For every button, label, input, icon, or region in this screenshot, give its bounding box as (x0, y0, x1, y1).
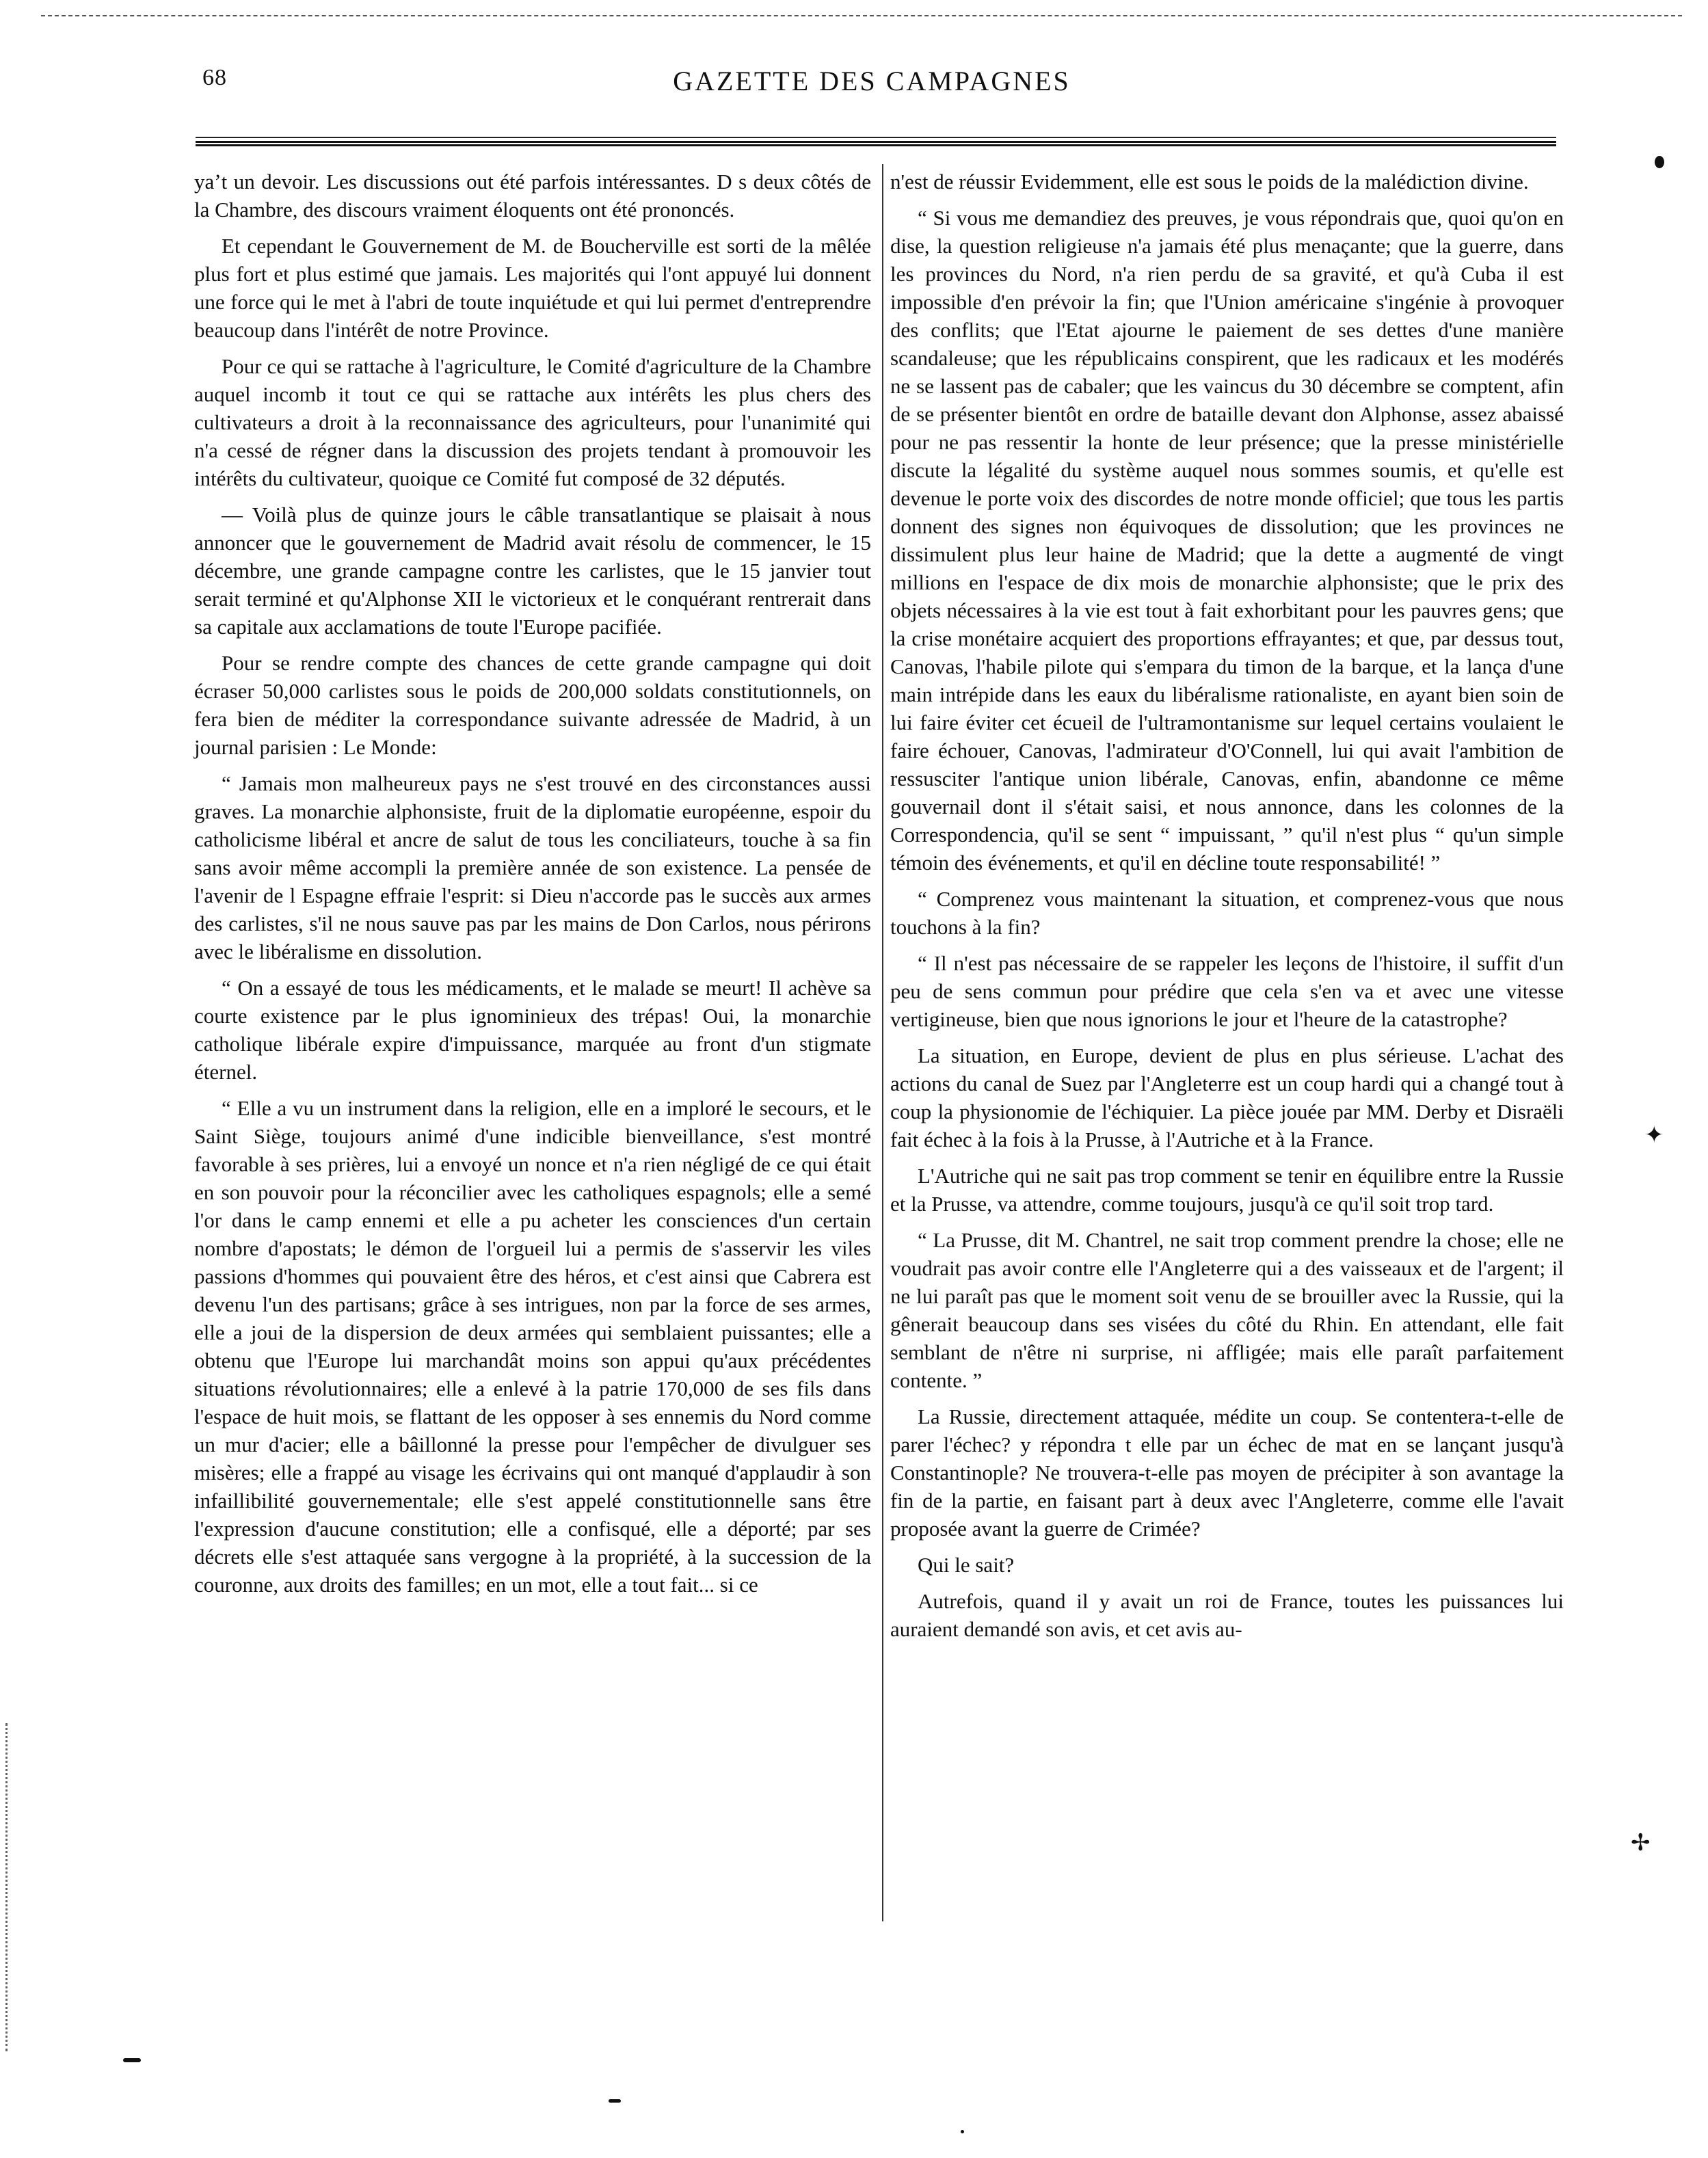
scan-speck (609, 2099, 621, 2103)
column-divider (882, 164, 883, 1921)
paragraph: Pour se rendre compte des chances de cette grande campagne qui doit écraser 50,000 carlistes sous le poids de 200,000 soldats constitutionnels, on fera bien de méditer la correspondance suivante adressée de Madrid, à un journal parisien : Le Monde: (194, 651, 871, 759)
scan-mark: ✦ (1644, 1123, 1664, 1148)
paragraph: “ Il n'est pas nécessaire de se rappeler les leçons de l'histoire, il suffit d'un peu de sens commun pour prédire que cela s'en va et avec une vitesse vertigineuse, bien que nous ignorions le jour et l'heure de la catastrophe? (890, 951, 1564, 1031)
paragraph: “ La Prusse, dit M. Chantrel, ne sait trop comment prendre la chose; elle ne voudrait pas avoir contre elle l'Angleterre qui a des vaisseaux et de l'argent; il ne lui paraît pas que le moment soit venu de se brouiller avec la Russie, qui la gênerait beaucoup dans ses visées du côté du Rhin. En attendant, elle fait semblant de n'être ni surprise, ni affligée; mais elle paraît parfaitement contente. ” (890, 1228, 1564, 1392)
scan-speck (123, 2058, 141, 2062)
scan-edge-dots (5, 1723, 8, 2051)
header-rule-double (196, 141, 1556, 146)
paragraph: Pour ce qui se rattache à l'agriculture, le Comité d'agriculture de la Chambre auquel incomb it tout ce qui se rattache aux intérêts les plus chers des cultivateurs a droit à la reconnaissance des agriculteurs, pour l'unanimité qui n'a cessé de régner dans la discussion des projets tendant à promouvoir les intérêts du cultivateur, quoique ce Comité fut composé de 32 députés. (194, 354, 871, 490)
paragraph: “ On a essayé de tous les médicaments, et le malade se meurt! Il achève sa courte existence par le plus ignominieux des trépas! Oui, la monarchie catholique libérale expire d'impuissance, marquée au front d'un stigmate éternel. (194, 976, 871, 1084)
left-column (194, 168, 871, 1607)
scan-mark: ✢ (1631, 1830, 1651, 1856)
paragraph: “ Si vous me demandiez des preuves, je vous répondrais que, quoi qu'on en dise, la question religieuse n'a jamais été plus menaçante; que la guerre, dans les provinces du Nord, n'a rien perdu de sa gravité, et qu'à Cuba il est impossible d'en prévoir la fin; que l'Union américaine s'ingénie à provoquer des conflits; que l'Etat ajourne le paiement de ses dettes d'une manière scandaleuse; que les républicains conspirent, que les radicaux et les modérés ne se lassent pas de cabaler; que les vaincus du 30 décembre se comptent, afin de se présenter bientôt en ordre de bataille devant don Alphonse, assez abaissé pour ne pas ressentir la honte de leur présence; que la presse ministérielle discute la légalité du système auquel nous sommes soumis, et qu'elle est devenue le porte voix des discordes de notre monde officiel; que tous les partis donnent des signes non équivoques de dissolution; que les provinces ne dissimulent plus leur haine de Madrid; que la dette a augmenté de vingt millions en l'espace de dix mois de monarchie alphonsiste; que le prix des objets nécessaires à la vie est tout à fait exhorbitant pour les pauvres gens; que la crise monétaire acquiert des proportions effrayantes; et que, par dessus tout, Canovas, l'habile pilote qui s'empara du timon de la barque, et la lança d'une main intrépide dans les eaux du libéralisme rationaliste, en ayant bien soin de lui faire éviter cet écueil de l'ultramontanisme sur lequel certains voulaient le faire échouer, Canovas, l'admirateur d'O'Connell, lui qui avait l'ambition de ressusciter l'antique union libérale, Canovas, enfin, abandonne ce même gouvernail dont il s'était saisi, et nous annonce, dans les colonnes de la Correspondencia, qu'il se sent “ impuissant, ” qu'il n'est plus “ qu'un simple témoin des événements, et qu'il en décline toute responsabilité! ” (890, 206, 1564, 875)
paragraph: La Russie, directement attaquée, médite un coup. Se contentera-t-elle de parer l'échec? y répondra t elle par un échec de mat en se lançant jusqu'à Constantinople? Ne trouvera-t-elle pas moyen de précipiter à son avantage la fin de la partie, en faisant part à deux avec l'Angleterre, comme elle l'avait proposée avant la guerre de Crimée? (890, 1404, 1564, 1541)
paragraph: La situation, en Europe, devient de plus en plus sérieuse. L'achat des actions du canal de Suez par l'Angleterre est un coup hardi qui a changé tout à coup la physionomie de l'échiquier. La pièce jouée par MM. Derby et Disraëli fait échec à la fois à la Prusse, à l'Autriche et à la France. (890, 1043, 1564, 1151)
paragraph: — Voilà plus de quinze jours le câble transatlantique se plaisait à nous annoncer que le gouvernement de Madrid avait résolu de commencer, le 15 décembre, une grande campagne contre les carlistes, que le 15 janvier tout serait terminé et qu'Alphonse XII le victorieux et le conquérant rentrerait dans sa capitale aux acclamations de toute l'Europe pacifiée. (194, 503, 871, 639)
paragraph: “ Comprenez vous maintenant la situation, et comprenez-vous que nous touchons à la fin? (890, 887, 1564, 939)
paragraph: n'est de réussir Evidemment, elle est sous le poids de la malédiction divine. (890, 170, 1529, 194)
scan-speck (961, 2130, 964, 2133)
paragraph: “ Elle a vu un instrument dans la religion, elle en a imploré le secours, et le Saint Siège, toujours animé d'une indicible bienveillance, s'est montré favorable à ses prières, lui a envoyé un nonce et n'a rien négligé de ce qui était en son pouvoir pour la réconcilier avec les catholiques espagnols; elle a semé l'or dans le camp ennemi et elle a pu acheter les consciences d'un certain nombre d'apostats; le démon de l'orgueil lui a permis de s'asservir les viles passions d'hommes qui pouvaient être des héros, et c'est ainsi que Cabrera est devenu l'un des partisans; grâce à ses intrigues, non par la force de ses armes, elle a joui de la dispersion de deux armées qui semblaient puissantes; elle a obtenu que l'Europe lui marchandât moins son appui qu'aux précédentes situations révolutionnaires; elle a enlevé à la patrie 170,000 de ses fils dans l'espace de huit mois, se flattant de les opposer à ses ennemis du Nord comme un mur d'acier; elle a bâillonné la presse pour l'empêcher de divulguer ses misères; elle a frappé au visage les écrivains qui ont manqué d'applaudir à son infaillibilité gouvernementale; elle s'est appelé constitutionnelle sans être l'expression d'aucune constitution; elle a confisqué, elle a déporté; par ses décrets elle s'est attaquée sans vergogne à la propriété, à la succession de la couronne, aux droits des familles; en un mot, elle a tout fait... si ce (194, 1096, 871, 1597)
right-column (890, 168, 1564, 1651)
header-rule-thin (196, 137, 1556, 138)
page-header (191, 65, 1552, 113)
page-number: 68 (202, 65, 227, 90)
paragraph: Autrefois, quand il y avait un roi de France, toutes les puissances lui auraient demandé son avis, et cet avis au- (890, 1589, 1564, 1641)
top-edge-scan-line (41, 15, 1682, 16)
page-title: GAZETTE DES CAMPAGNES (673, 66, 1071, 96)
paragraph: “ Jamais mon malheureux pays ne s'est trouvé en des circonstances aussi graves. La monarchie alphonsiste, fruit de la diplomatie européenne, espoir du catholicisme libéral et ancre de salut de tous les conciliateurs, touche à sa fin sans avoir même accompli la première année de son existence. La pensée de l'avenir de l Espagne effraie l'esprit: si Dieu n'accorde pas le succès aux armes des carlistes, s'il ne nous sauve pas par les mains de Don Carlos, nous périrons avec le libéralisme en dissolution. (194, 771, 871, 963)
paragraph: yaʼt un devoir. Les discussions out été parfois intéressantes. D s deux côtés de la Chambre, des discours vraiment éloquents ont été prononcés. (194, 170, 871, 222)
paragraph: Qui le sait? (918, 1553, 1015, 1577)
scan-speck (1655, 156, 1664, 168)
paragraph: L'Autriche qui ne sait pas trop comment se tenir en équilibre entre la Russie et la Prusse, va attendre, comme toujours, jusqu'à ce qu'il soit trop tard. (890, 1164, 1564, 1216)
paragraph: Et cependant le Gouvernement de M. de Boucherville est sorti de la mêlée plus fort et plus estimé que jamais. Les majorités qui l'ont appuyé lui donnent une force qui le met à l'abri de toute inquiétude et qui lui permet d'entreprendre beaucoup dans l'intérêt de notre Province. (194, 234, 871, 342)
